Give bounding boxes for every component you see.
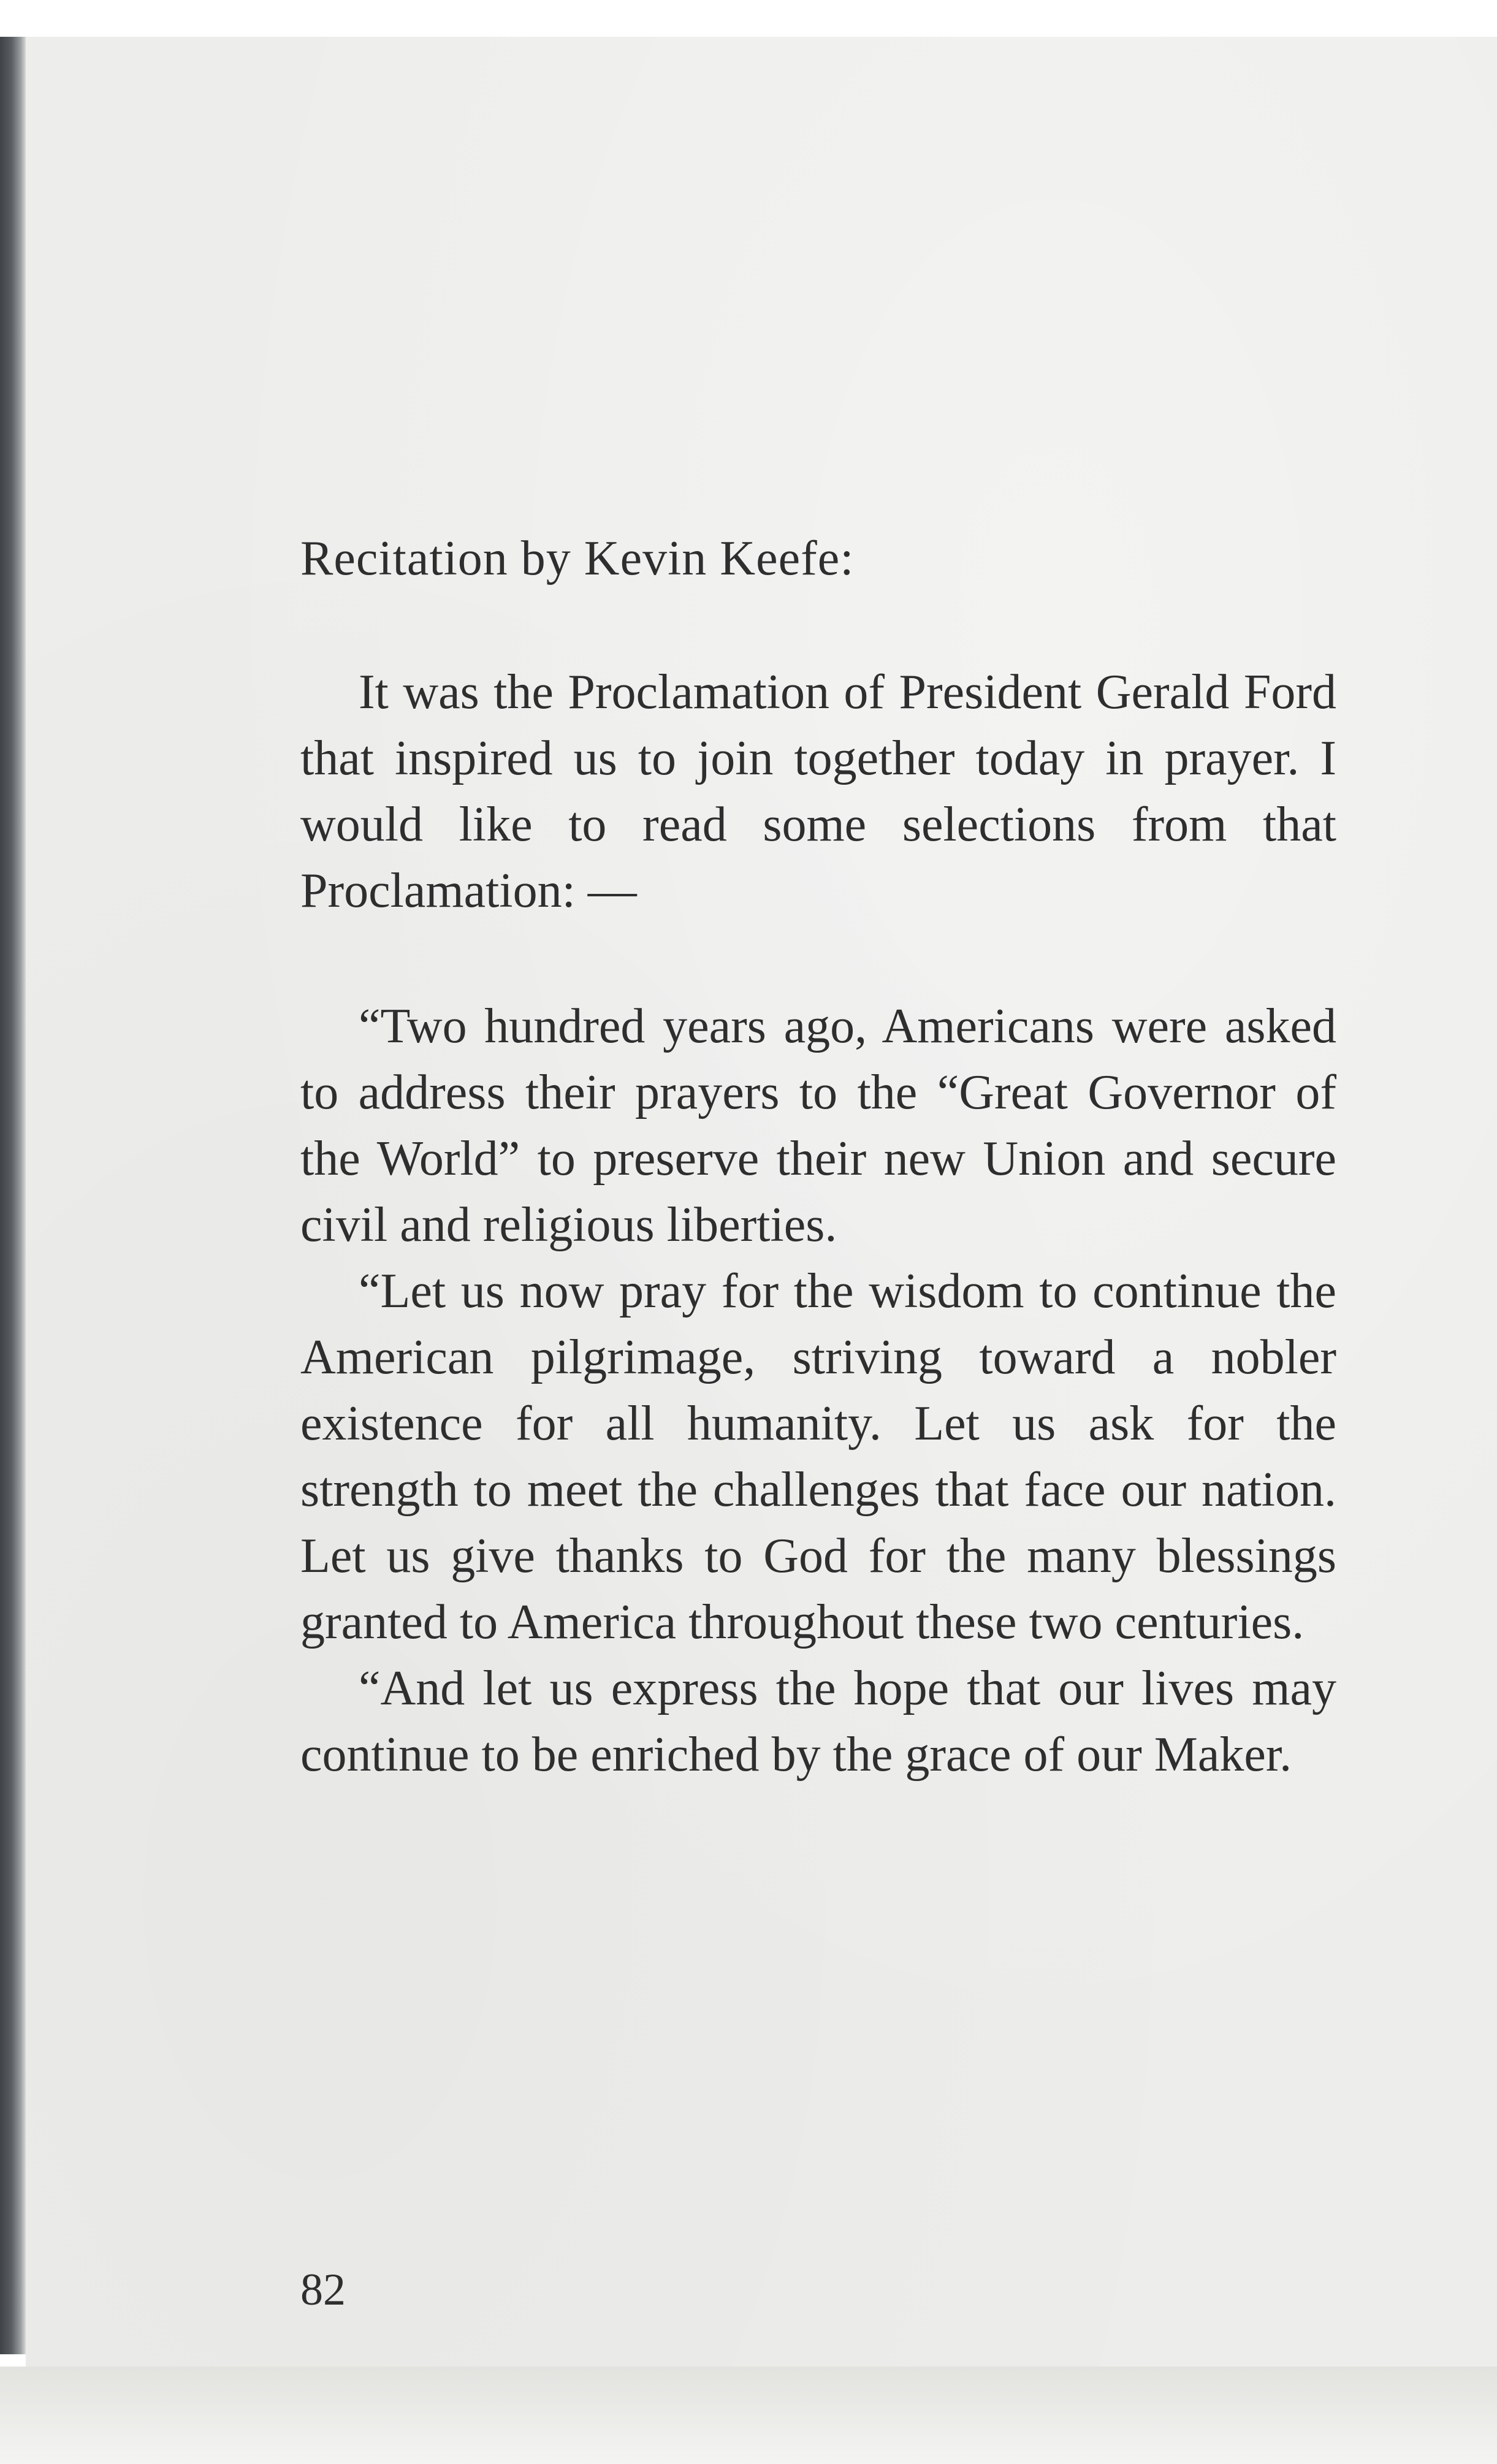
proclamation-quote xyxy=(300,993,1336,1788)
scan-bottom-margin xyxy=(0,2367,1497,2464)
book-spine-edge xyxy=(0,37,26,2354)
recitation-heading: Recitation by Kevin Keefe: xyxy=(300,532,855,585)
intro-paragraph: It was the Proclamation of President Gerald Ford that inspired us to join together today in prayer. I would like to read some selections from that Proclamation: — xyxy=(300,665,1336,918)
quote-paragraph: “And let us express the hope that our lives may continue to be enriched by the grace of our Maker. xyxy=(300,1661,1336,1782)
page-number: 82 xyxy=(300,2265,346,2315)
quote-paragraph: “Let us now pray for the wisdom to continue the American pilgrimage, striving toward a nobler existence for all humanity. Let us ask for the strength to meet the challenges that face our nation. Let us give thanks to God for the many blessings granted to America throughout these two centuries. xyxy=(300,1264,1336,1649)
quote-paragraph: “Two hundred years ago, Americans were asked to address their prayers to the “Great Governor of the World” to preserve their new Union and secure civil and religious liberties. xyxy=(300,999,1336,1252)
